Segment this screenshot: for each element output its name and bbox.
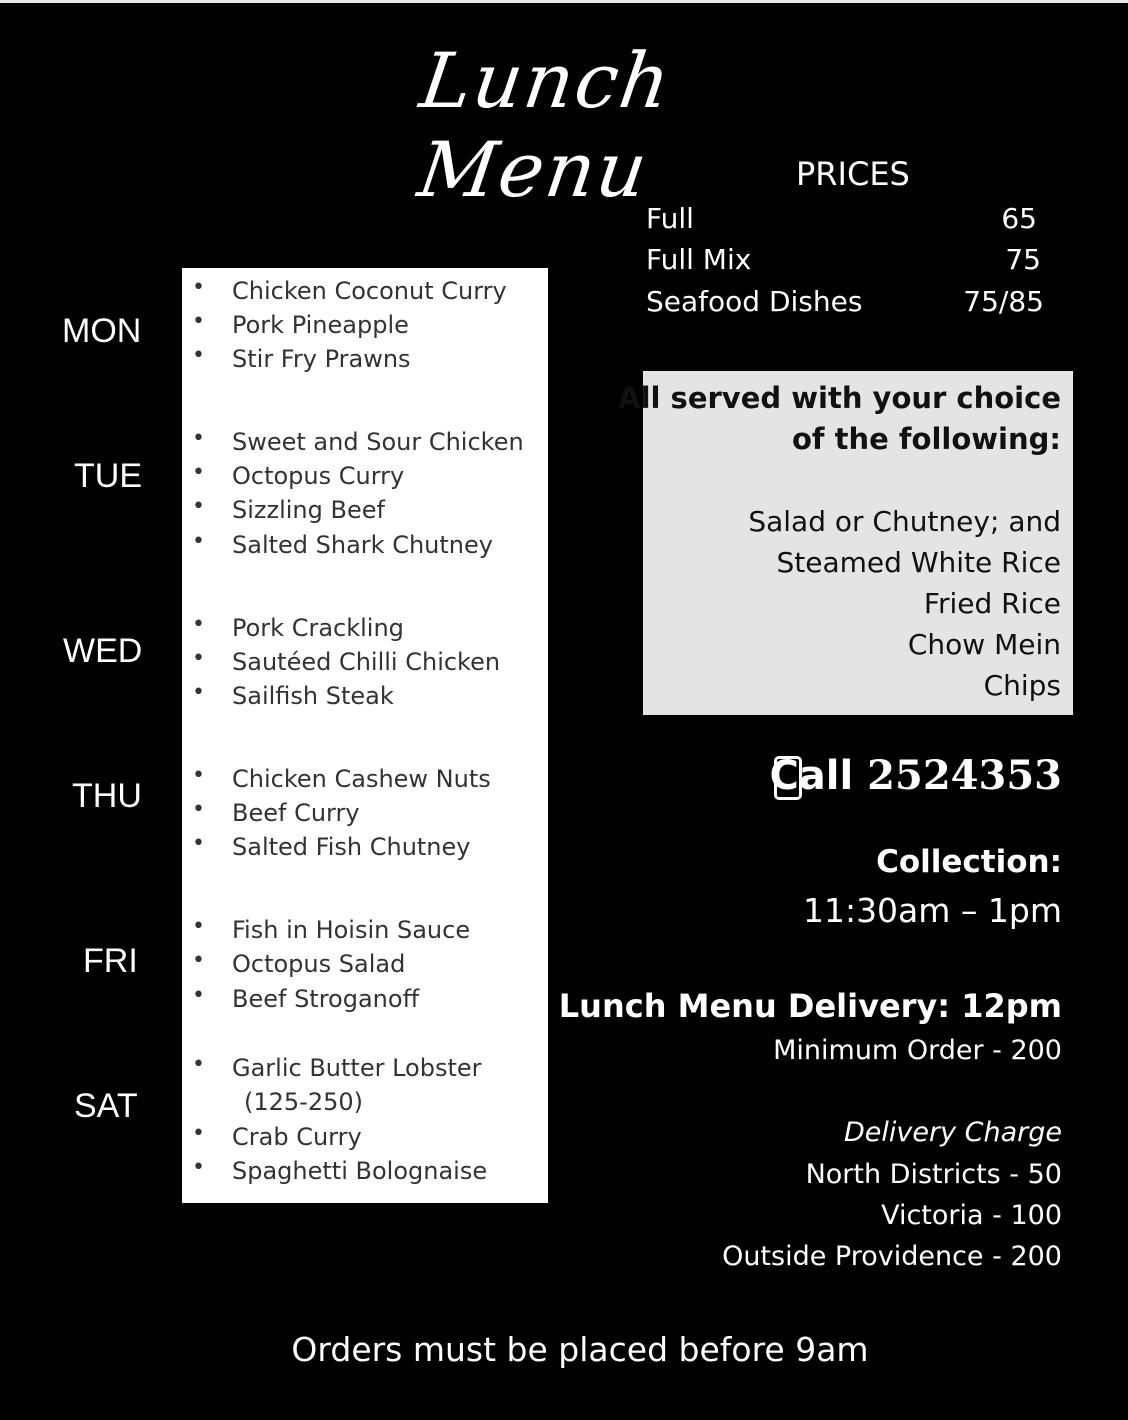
dish-name: Fish in Hoisin Sauce [232,916,471,944]
dish-note: (125-250) [244,1088,364,1116]
dish-name: Stir Fry Prawns [232,345,411,373]
bullet: • [192,797,205,822]
menu-title: Lunch Menu [413,36,678,214]
call-line [769,752,1062,799]
side-option: Steamed White Rice [776,546,1061,579]
dish-name: Beef Stroganoff [232,985,420,1013]
price-name: Full [646,202,694,235]
prices-heading: PRICES [796,155,910,193]
dish-name: Octopus Salad [232,950,406,978]
bullet: • [192,1121,205,1146]
delivery-heading: Lunch Menu Delivery: 12pm [558,987,1062,1025]
sides-heading-line2: of the following: [792,422,1061,456]
delivery-charge-item: Victoria - 100 [881,1200,1062,1231]
bullet: • [192,983,205,1008]
dish-name: Chicken Cashew Nuts [232,765,491,793]
bullet: • [192,612,205,637]
price-value: 75/85 [963,285,1044,318]
dish-name: Chicken Coconut Curry [232,277,507,305]
dish-name: Pork Crackling [232,614,404,642]
dish-list-box [182,268,548,1203]
price-row [646,202,1044,235]
delivery-charge-item: Outside Providence - 200 [722,1241,1062,1272]
day-label-sat: SAT [74,1087,138,1125]
bullet: • [192,275,205,300]
bullet: • [192,1155,205,1180]
footer-note [0,1330,1128,1369]
price-value: 75 [1005,243,1041,276]
sides-box [618,371,1073,715]
day-label-fri: FRI [83,942,138,980]
price-name: Seafood Dishes [646,285,863,318]
bullet: • [192,494,205,519]
bullet: • [192,831,205,856]
dish-name: Spaghetti Bolognaise [232,1157,488,1185]
dish-name: Sweet and Sour Chicken [232,428,524,456]
sides-heading-line1: All served with your choice [618,381,1061,415]
dish-name: Sautéed Chilli Chicken [232,648,501,676]
price-row [646,285,1044,318]
minimum-order: Minimum Order - 200 [773,1035,1062,1066]
collection-hours: 11:30am – 1pm [802,891,1062,930]
bullet: • [192,343,205,368]
dish-name: Sailfish Steak [232,682,394,710]
bullet: • [192,309,205,334]
day-label-thu: THU [72,777,142,815]
dish-name: Sizzling Beef [232,496,385,524]
bullet: • [192,1052,205,1077]
dish-name: Salted Shark Chutney [232,531,493,559]
dish-name: Pork Pineapple [232,311,409,339]
bullet: • [192,914,205,939]
bullet: • [192,680,205,705]
side-option: Salad or Chutney; and [748,505,1061,538]
side-option: Chips [983,669,1061,702]
price-value: 65 [1001,202,1037,235]
delivery-charge-heading: Delivery Charge [843,1117,1062,1148]
bullet: • [192,529,205,554]
day-label-tue: TUE [74,457,142,495]
phone-number: 2524353 [867,752,1062,799]
call-label: Call [769,753,854,799]
day-label-wed: WED [63,632,143,670]
dish-name: Crab Curry [232,1123,362,1151]
side-option: Fried Rice [923,587,1061,620]
price-row [646,243,1044,276]
delivery-charge-item: North Districts - 50 [805,1159,1062,1190]
bullet: • [192,948,205,973]
bullet: • [192,426,205,451]
bullet: • [192,646,205,671]
bullet: • [192,763,205,788]
dish-name: Salted Fish Chutney [232,833,471,861]
day-label-mon: MON [62,312,142,350]
footer-text: Orders must be placed before 9am [291,1330,869,1369]
dish-name: Beef Curry [232,799,360,827]
bullet: • [192,460,205,485]
dish-name: Garlic Butter Lobster [232,1054,482,1082]
collection-heading: Collection: [876,844,1062,880]
price-name: Full Mix [646,243,752,276]
side-option: Chow Mein [907,628,1061,661]
dish-name: Octopus Curry [232,462,405,490]
